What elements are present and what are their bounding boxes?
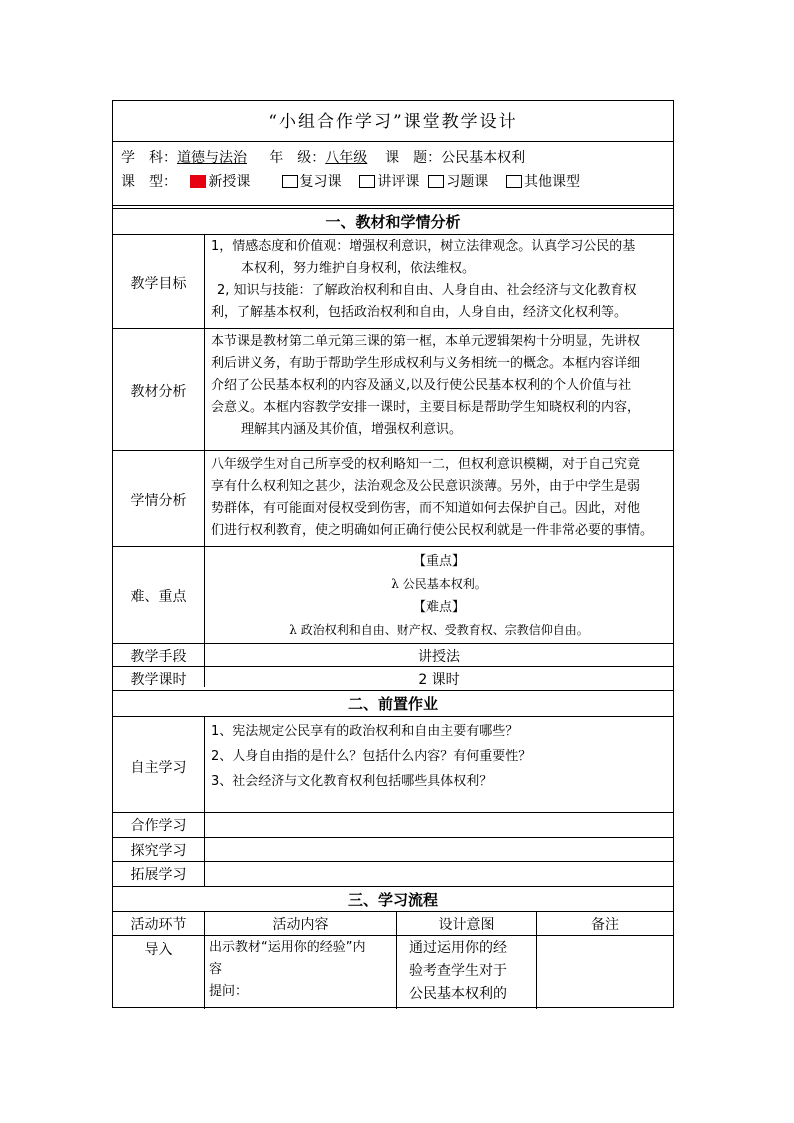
divider: [113, 234, 673, 235]
coop-study-label: 合作学习: [130, 818, 187, 834]
meta-row-type: [121, 171, 671, 193]
material-line: 理解其内涵及其价值，增强权利意识。: [241, 422, 463, 437]
self-study-item: 1、宪法规定公民享有的政治权利和自由主要有哪些？: [211, 724, 519, 739]
type-label-other: 其他课型: [524, 174, 581, 190]
topic-value: 公民基本权利: [441, 150, 526, 166]
divider: [113, 666, 673, 667]
difficult-heading: 【难点】: [412, 600, 465, 615]
student-label: 学情分析: [130, 493, 187, 509]
explore-study-label: 探究学习: [130, 843, 187, 859]
intent-intro: [409, 937, 535, 1006]
goal-line: 1，情感态度和价值观：增强权利意识，树立法律观念。认真学习公民的基: [211, 239, 636, 254]
subject-value: 道德与法治: [177, 150, 247, 166]
divider: [113, 208, 673, 209]
goal-text: [211, 236, 669, 324]
material-label: 教材分析: [130, 384, 187, 400]
divider: [113, 546, 673, 547]
divider: [113, 141, 673, 142]
divider: [113, 450, 673, 451]
difficult-point: λ 政治权利和自由、财产权、受教育权、宗教信仰自由。: [289, 623, 589, 637]
meta-row-subject: [121, 147, 671, 169]
type-checkbox-exercise[interactable]: [428, 175, 444, 188]
type-label-new: 新授课: [208, 174, 251, 190]
hours-label: 教学课时: [130, 672, 187, 688]
header-content: 活动内容: [272, 917, 329, 933]
content-line: 提问：: [209, 984, 249, 999]
stage-intro: 导入: [144, 942, 173, 958]
type-label-explain: 讲评课: [377, 174, 420, 190]
intent-line: 公民基本权利的: [409, 986, 507, 1002]
content-intro: [209, 937, 393, 1003]
divider: [113, 935, 673, 936]
grade-value: 八年级: [325, 150, 368, 166]
key-label: 难、重点: [130, 589, 187, 605]
type-label-review: 复习课: [299, 174, 342, 190]
page-title: “小组合作学习”课堂教学设计: [268, 112, 518, 132]
material-line: 利后讲义务，有助于帮助学生形成权利与义务相统一的概念。本框内容详细: [211, 356, 641, 371]
method-label: 教学手段: [130, 649, 187, 665]
divider: [113, 861, 673, 862]
divider: [113, 328, 673, 329]
type-checkbox-other[interactable]: [506, 175, 522, 188]
self-study-items: [211, 719, 669, 794]
section-title-preview: 二、前置作业: [347, 695, 438, 713]
divider: [113, 690, 673, 691]
student-line: 享有什么权利知之甚少，法治观念及公民意识淡薄。另外，由于中学生是弱: [211, 479, 641, 494]
goal-line: 利，了解基本权利，包括政治权利和自由，人身自由，经济文化权利等。: [211, 305, 628, 320]
type-checkbox-new[interactable]: [190, 175, 206, 188]
hours-value: 2 课时: [418, 672, 460, 688]
student-line: 们进行权利教育，使之明确如何正确行使公民权利就是一件非常必要的事情。: [211, 523, 654, 538]
student-line: 八年级学生对自己所享受的权利略知一二，但权利意识模糊，对于自己究竟: [211, 457, 641, 472]
extend-study-label: 拓展学习: [130, 867, 187, 883]
intent-line: 验考查学生对于: [409, 963, 507, 979]
header-note: 备注: [591, 917, 619, 933]
grade-label: 年 级：: [269, 150, 326, 166]
self-study-label: 自主学习: [130, 760, 187, 776]
content-line: 出示教材“运用你的经验”内: [209, 940, 366, 955]
self-study-item: 2、人身自由指的是什么？包括什么内容？有何重要性？: [211, 749, 532, 764]
method-value: 讲授法: [418, 649, 460, 665]
key-points: [205, 550, 673, 642]
type-label: 课 型：: [121, 174, 177, 190]
goal-line: 2, 知识与技能：了解政治权利和自由、人身自由、社会经济与文化教育权: [217, 283, 637, 298]
intent-line: 通过运用你的经: [409, 940, 507, 956]
subject-label: 学 科：: [121, 150, 177, 166]
type-checkbox-explain[interactable]: [359, 175, 375, 188]
material-text: [211, 331, 669, 441]
divider: [113, 911, 673, 912]
student-line: 势群体，有可能面对侵权受到伤害，而不知道如何去保护自己。因此，对他: [211, 501, 641, 516]
student-text: [211, 454, 669, 542]
header-intent: 设计意图: [438, 917, 495, 933]
divider: [113, 886, 673, 887]
key-point: λ 公民基本权利。: [391, 577, 487, 591]
content-line: 容: [209, 962, 223, 977]
topic-label: 课 题：: [385, 150, 442, 166]
material-line: 介绍了公民基本权利的内容及涵义,以及行使公民基本权利的个人价值与社: [211, 378, 632, 393]
divider: [113, 837, 673, 838]
key-heading: 【重点】: [412, 554, 465, 569]
material-line: 会意义。本框内容教学安排一课时，主要目标是帮助学生知晓权利的内容，: [211, 400, 641, 415]
self-study-item: 3、社会经济与文化教育权利包括哪些具体权利？: [211, 774, 493, 789]
material-line: 本节课是教材第二单元第三课的第一框，本单元逻辑架构十分明显，先讲权: [211, 334, 641, 349]
header-stage: 活动环节: [130, 917, 187, 933]
goal-line: 本权利，努力维护自身权利，依法维权。: [241, 261, 476, 276]
type-label-exercise: 习题课: [446, 174, 489, 190]
section-title-analysis: 一、教材和学情分析: [325, 213, 461, 231]
divider: [113, 812, 673, 813]
lesson-plan-table: [112, 100, 674, 1008]
divider: [113, 716, 673, 717]
goal-label: 教学目标: [130, 276, 187, 292]
section-title-process: 三、学习流程: [347, 891, 438, 909]
divider: [113, 643, 673, 644]
divider: [113, 205, 673, 206]
type-checkbox-review[interactable]: [282, 175, 298, 188]
